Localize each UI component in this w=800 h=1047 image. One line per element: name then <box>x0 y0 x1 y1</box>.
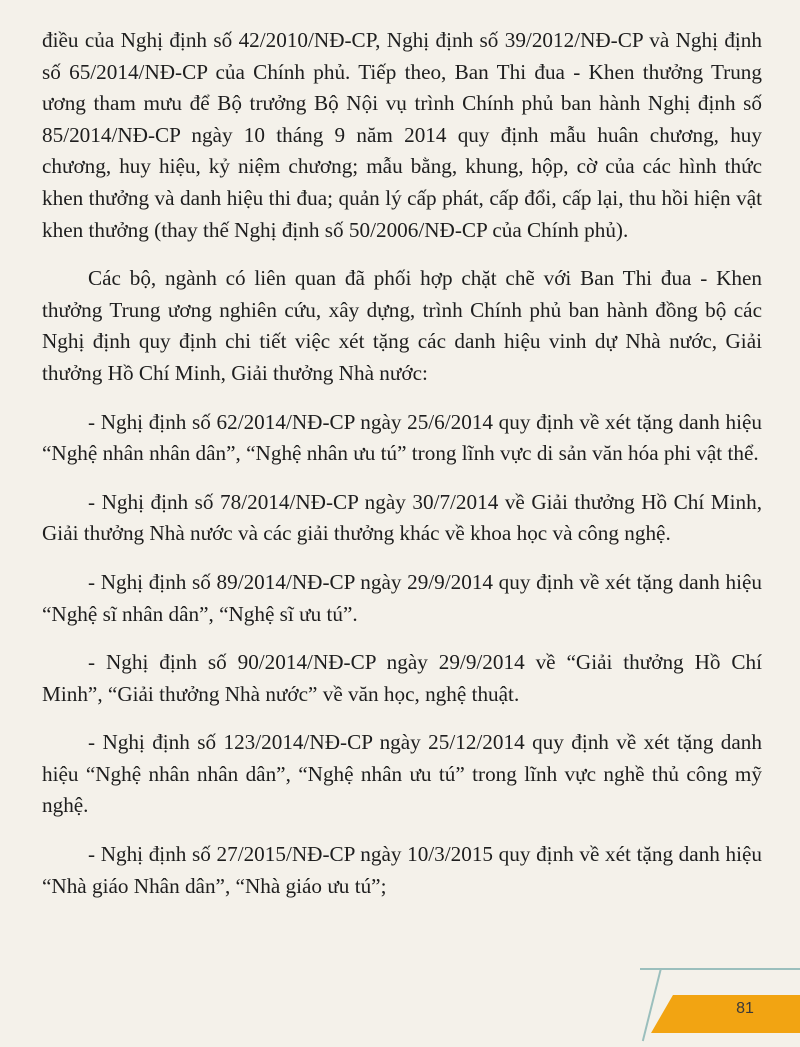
list-item-decree-89: - Nghị định số 89/2014/NĐ-CP ngày 29/9/2014 quy định về xét tặng danh hiệu “Nghệ sĩ nhân dân”, “Nghệ sĩ ưu tú”. <box>42 569 762 626</box>
list-item-decree-62: - Nghị định số 62/2014/NĐ-CP ngày 25/6/2014 quy định về xét tặng danh hiệu “Nghệ nhân nhân dân”, “Nghệ nhân ưu tú” trong lĩnh vực di sản văn hóa phi vật thể. <box>42 409 762 466</box>
paragraph-2: Các bộ, ngành có liên quan đã phối hợp chặt chẽ với Ban Thi đua - Khen thưởng Trung ương nghiên cứu, xây dựng, trình Chính phủ ban hành đồng bộ các Nghị định quy định chi tiết việc xét tặng các danh hiệu vinh dự Nhà nước, Giải thưởng Hồ Chí Minh, Giải thưởng Nhà nước: <box>42 266 762 385</box>
paragraph-1: điều của Nghị định số 42/2010/NĐ-CP, Nghị định số 39/2012/NĐ-CP và Nghị định số 65/2014/NĐ-CP của Chính phủ. Tiếp theo, Ban Thi đua - Khen thưởng Trung ương tham mưu để Bộ trưởng Bộ Nội vụ trình Chính phủ ban hành Nghị định số 85/2014/NĐ-CP ngày 10 tháng 9 năm 2014 quy định mẫu huân chương, huy chương, huy hiệu, kỷ niệm chương; mẫu bằng, khung, hộp, cờ của các hình thức khen thưởng và danh hiệu thi đua; quản lý cấp phát, cấp đổi, cấp lại, thu hồi hiện vật khen thưởng (thay thế Nghị định số 50/2006/NĐ-CP của Chính phủ). <box>42 28 762 242</box>
footer-rule <box>640 968 800 970</box>
page-number: 81 <box>736 1000 754 1017</box>
list-item-decree-90: - Nghị định số 90/2014/NĐ-CP ngày 29/9/2014 về “Giải thưởng Hồ Chí Minh”, “Giải thưởng Nhà nước” về văn học, nghệ thuật. <box>42 650 762 706</box>
list-item-decree-123: - Nghị định số 123/2014/NĐ-CP ngày 25/12/2014 quy định về xét tặng danh hiệu “Nghệ nhân nhân dân”, “Nghệ nhân ưu tú” trong lĩnh vực nghề thủ công mỹ nghệ. <box>42 730 762 818</box>
list-item-decree-27: - Nghị định số 27/2015/NĐ-CP ngày 10/3/2015 quy định về xét tặng danh hiệu “Nhà giáo Nhân dân”, “Nhà giáo ưu tú”; <box>42 842 762 898</box>
document-body <box>42 25 762 919</box>
list-item-decree-78: - Nghị định số 78/2014/NĐ-CP ngày 30/7/2014 về Giải thưởng Hồ Chí Minh, Giải thưởng Nhà nước và các giải thưởng khác về khoa học và công nghệ. <box>42 489 762 546</box>
